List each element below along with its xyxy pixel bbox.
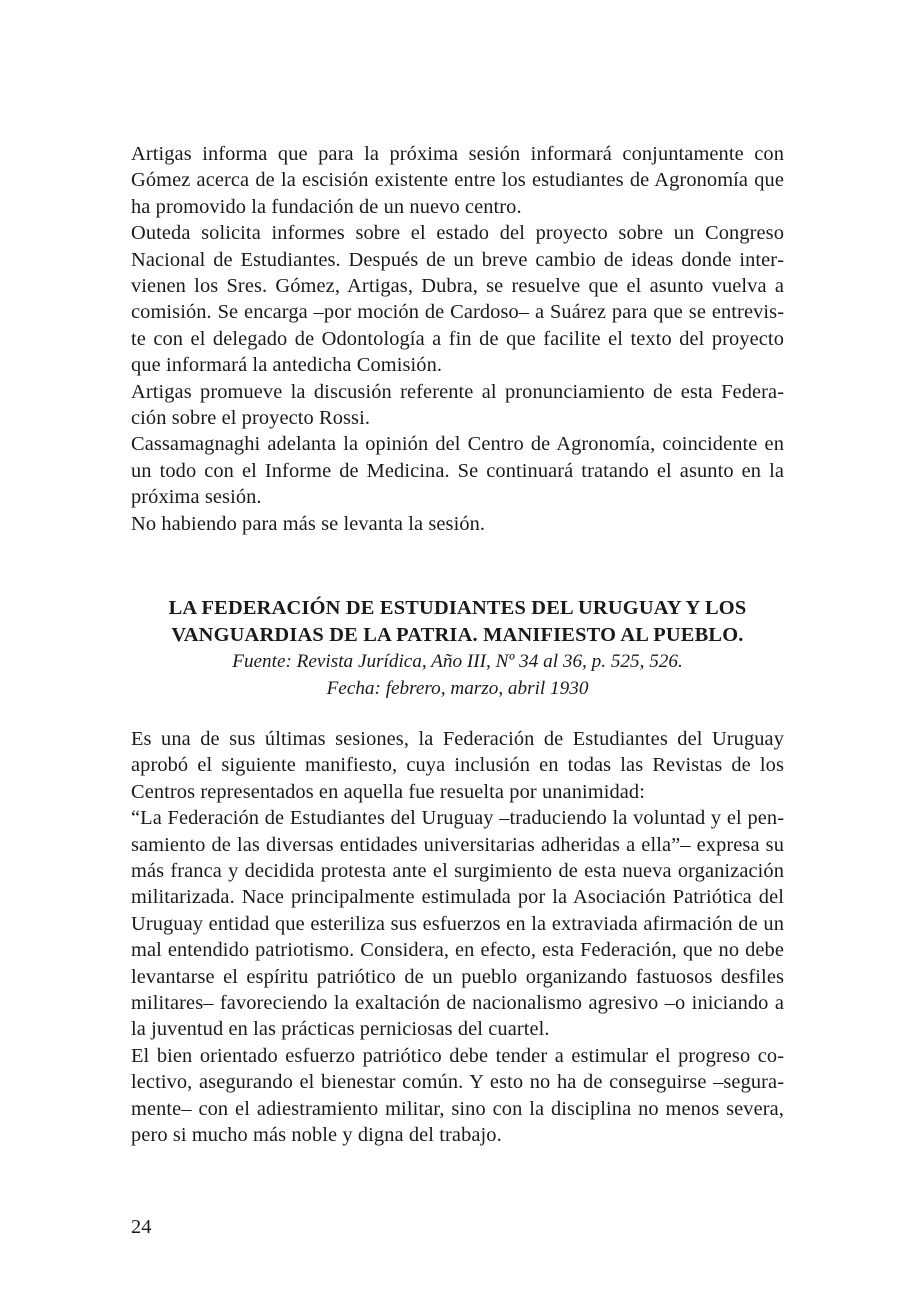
paragraph: Artigas promueve la discusión referente al pronunciamiento de esta Federación sobre el proyecto Rossi. (131, 380, 784, 430)
manifesto-section (131, 595, 784, 1148)
page-number: 24 (131, 1216, 152, 1238)
paragraph: “La Federación de Estudiantes del Uruguay –traduciendo la voluntad y el pensamiento de las diversas entidades universitarias adheridas a ella”– expresa su más franca y decidida protesta ante el surgimiento de esta nueva organización militarizada. Nace principalmente estimulada por la Asociación Patriótica del Uruguay entidad que esteriliza sus esfuerzos en la extraviada afirmación de un mal entendido patriotismo. Considera, en efecto, esta Federación, que no debe levantarse el espíritu patriótico de un pueblo organizando fastuosos desfiles militares– favoreciendo la exaltación de nacionalismo agresivo –o iniciando a la juventud en las prácticas perniciosas del cuartel. (131, 807, 784, 1041)
document-page (131, 141, 784, 1148)
paragraph: Artigas informa que para la próxima sesión informará conjuntamente con Gómez acerca de la escisión existente entre los estudiantes de Agronomía que ha promovido la fundación de un nuevo centro. (131, 143, 784, 218)
section-heading (131, 595, 784, 648)
heading-line-2: VANGUARDIAS DE LA PATRIA. MANIFIESTO AL PUEBLO. (171, 623, 744, 646)
paragraph: El bien orientado esfuerzo patriótico debe tender a estimular el progreso colectivo, asegurando el bienestar común. Y esto no ha de conseguirse –seguramente– con el adiestramiento militar, sino con la disciplina no menos severa, pero si mucho más noble y digna del trabajo. (131, 1044, 784, 1146)
paragraph: Cassamagnaghi adelanta la opinión del Centro de Agronomía, coincidente en un todo con el Informe de Medicina. Se continuará tratando el asunto en la próxima sesión. (131, 433, 784, 509)
minutes-section (131, 141, 784, 537)
paragraph: Es una de sus últimas sesiones, la Federación de Estudiantes del Uruguay aprobó el siguiente manifiesto, cuya inclusión en todas las Revistas de los Centros representados en aquella fue resuelta por unanimidad: (131, 727, 784, 803)
section-spacer (131, 537, 784, 595)
source-citation: Fuente: Revista Jurídica, Año III, Nº 34 al 36, p. 525, 526. (232, 650, 683, 672)
paragraph: Outeda solicita informes sobre el estado del proyecto sobre un Congreso Nacional de Estudiantes. Después de un breve cambio de ideas donde intervienen los Sres. Gómez, Artigas, Dubra, se resuelve que el asunto vuelva a comisión. Se encarga –por moción de Cardoso– a Suárez para que se entreviste con el delegado de Odontología a fin de que facilite el texto del proyecto que informará la antedicha Comisión. (131, 222, 784, 377)
paragraph: No habiendo para más se levanta la sesión. (131, 512, 486, 535)
heading-line-1: LA FEDERACIÓN DE ESTUDIANTES DEL URUGUAY Y LOS (168, 597, 747, 620)
date-citation: Fecha: febrero, marzo, abril 1930 (326, 677, 589, 699)
heading-spacer (131, 702, 784, 726)
